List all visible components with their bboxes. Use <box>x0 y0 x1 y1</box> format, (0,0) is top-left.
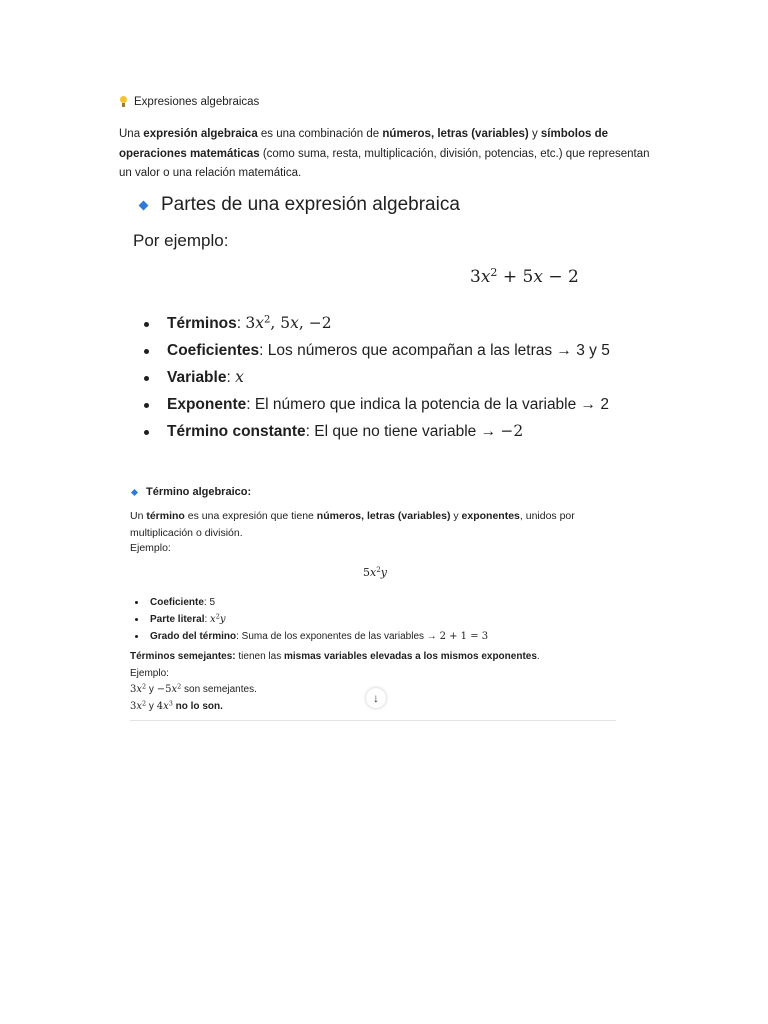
term-heading-text: Término algebraico: <box>146 486 252 498</box>
term-definition-paragraph <box>130 508 630 542</box>
text: . <box>536 651 540 662</box>
item-label: Exponente <box>167 396 247 413</box>
math: $-5x^2$ <box>156 682 182 695</box>
item-label: Coeficientes <box>167 342 260 359</box>
constant-math: −2 <box>500 422 524 440</box>
like-terms-line <box>130 651 540 662</box>
text: son semejantes. <box>181 684 257 695</box>
variable-math: x <box>235 368 244 386</box>
blue-diamond-icon <box>131 488 138 495</box>
text: : <box>226 369 231 386</box>
example-formula: $3x^2 + 5x - 2$ <box>470 265 579 287</box>
list-item-coefficients <box>140 337 610 364</box>
text: (como suma, resta, multiplicación, división, potencias, etc.) que representan un valor o una relación matemática. <box>119 147 650 179</box>
example-label: Por ejemplo: <box>133 231 229 250</box>
text: , unidos por multiplicación o división. <box>130 510 575 539</box>
bold-text: símbolos de operaciones matemáticas <box>119 128 609 160</box>
parts-heading-text: Partes de una expresión algebraica <box>161 194 460 215</box>
list-item-terms <box>140 310 610 337</box>
bold-text: Términos semejantes: <box>130 651 236 662</box>
literal-math: $x^2y$ <box>210 612 226 625</box>
list-item-exponent <box>140 391 610 418</box>
bold-text: exponentes <box>461 510 520 522</box>
blue-diamond-icon <box>139 200 149 210</box>
text: : El que no tiene variable → <box>305 423 501 440</box>
list-item-degree <box>134 628 488 645</box>
unlike-terms-example: $3x^2$ y $4x^3$ no lo son. <box>130 699 223 712</box>
example-label: Ejemplo: <box>130 542 171 554</box>
text: : Los números que acompañan a las letras → 3 y 5 <box>259 342 610 359</box>
list-item-coefficient <box>134 594 488 611</box>
text: tienen las <box>235 651 284 662</box>
like-terms-example: $3x^2$ $y -5x^2$ son semejantes. <box>130 682 257 695</box>
arrow-down-icon: ↓ <box>373 691 379 705</box>
text: es una expresión que tiene <box>184 510 317 522</box>
terms-math: $3x^2$, 5x, −2 <box>245 314 332 332</box>
bold-text: números, letras (variables) <box>382 128 529 140</box>
scroll-down-button[interactable] <box>366 688 386 708</box>
item-label: Término constante <box>167 423 306 440</box>
parts-list <box>140 310 610 445</box>
list-item-constant <box>140 418 610 445</box>
text: : El número que indica la potencia de la variable → 2 <box>246 396 609 413</box>
math: $3x^2$ <box>130 682 147 695</box>
bold-text: término <box>146 510 185 522</box>
math: $3x^2$ <box>130 699 147 712</box>
parts-heading <box>140 194 460 216</box>
item-label: Coeficiente <box>150 597 204 608</box>
item-label: Grado del término <box>150 631 237 642</box>
degree-math: 2 + 1 = 3 <box>439 631 489 642</box>
math: $4x^3$ <box>156 699 173 712</box>
text: y <box>450 510 462 522</box>
definition-paragraph <box>119 125 659 184</box>
text: y <box>528 128 541 140</box>
bold-text: mismas variables elevadas a los mismos exponentes <box>283 651 537 662</box>
text: Una <box>119 128 144 140</box>
section-title <box>119 95 259 109</box>
text: : Suma de los exponentes de las variables → <box>236 631 440 642</box>
term-heading <box>132 486 251 498</box>
text: : <box>236 315 242 332</box>
bold-text: expresión algebraica <box>143 128 258 140</box>
text: es una combinación de <box>257 128 383 140</box>
divider <box>130 720 616 721</box>
bold-text: no lo son. <box>175 701 223 712</box>
list-item-variable <box>140 364 610 391</box>
text: : 5 <box>203 597 216 608</box>
lightbulb-icon <box>119 95 128 109</box>
example-label: Ejemplo: <box>130 668 169 679</box>
text: : <box>204 614 211 625</box>
item-label: Términos <box>167 315 237 332</box>
item-label: Parte literal <box>150 614 205 625</box>
list-item-literal <box>134 611 488 628</box>
item-label: Variable <box>167 369 227 386</box>
term-parts-list <box>134 594 488 645</box>
bold-text: números, letras (variables) <box>316 510 451 522</box>
term-example-formula: $5x^2y$ <box>363 565 387 579</box>
text: Un <box>130 510 147 522</box>
section-title-text: Expresiones algebraicas <box>134 96 260 108</box>
